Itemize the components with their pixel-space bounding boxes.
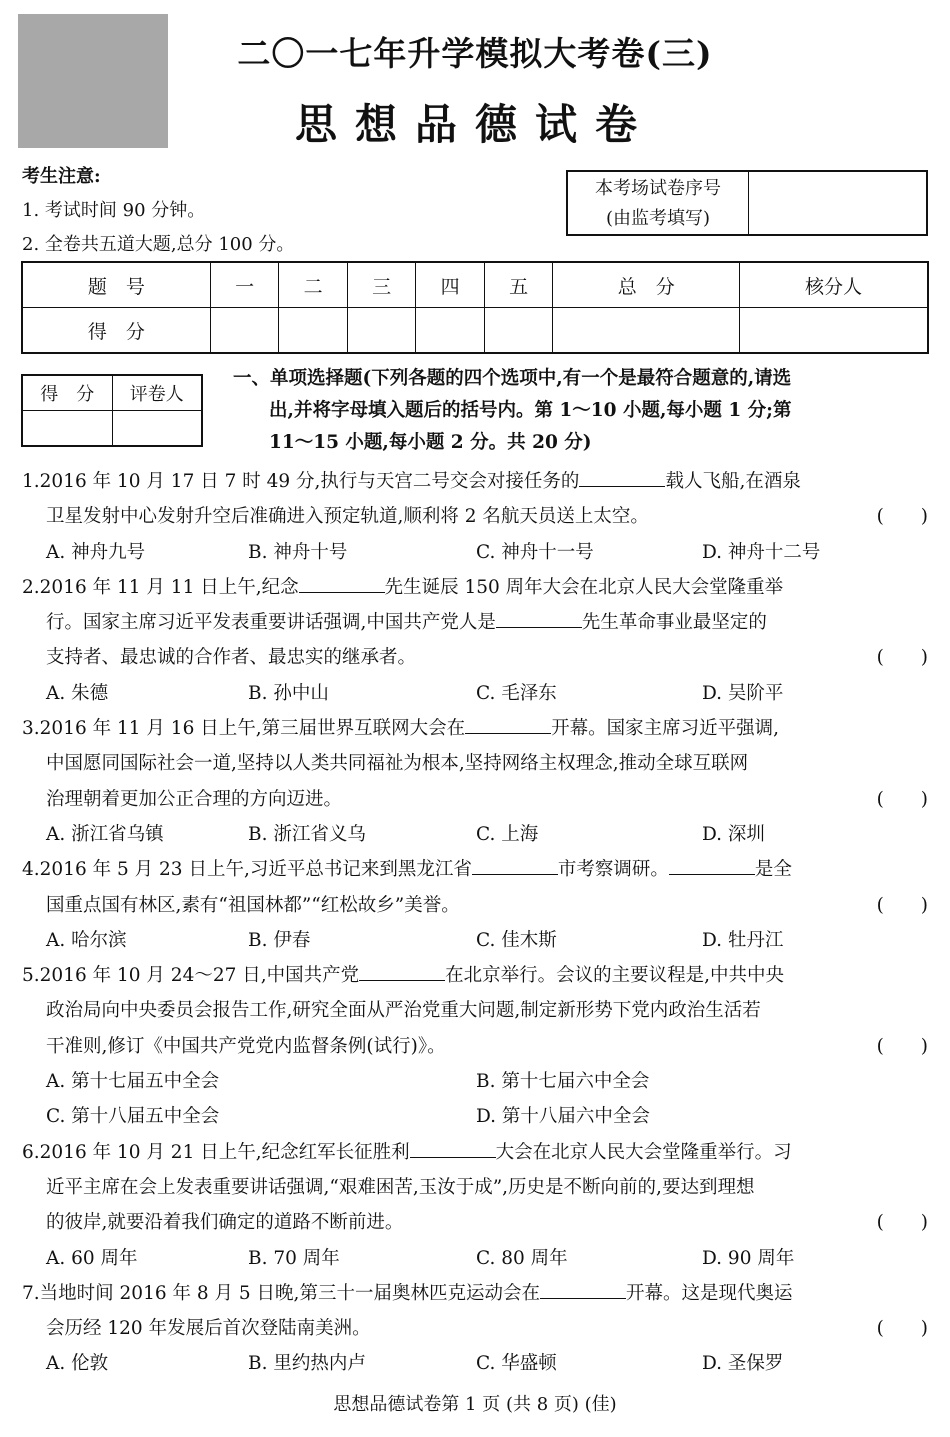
option: D. 吴阶平	[702, 682, 784, 704]
score-cell[interactable]	[210, 308, 279, 354]
option: C. 神舟十一号	[476, 541, 594, 563]
answer-paren[interactable]: ( )	[876, 647, 928, 669]
answer-paren[interactable]: ( )	[876, 1318, 928, 1340]
question-2-options	[22, 676, 928, 711]
notice-heading: 考生注意:	[22, 166, 101, 187]
option: A. 伦敦	[46, 1353, 109, 1375]
grader-table: 得 分 评卷人	[21, 374, 203, 447]
answer-paren[interactable]: ( )	[876, 788, 928, 810]
option: C. 毛泽东	[476, 682, 557, 704]
option: B. 70 周年	[248, 1247, 340, 1269]
subject-title: 思想品德试卷	[294, 100, 655, 149]
option: D. 第十八届六中全会	[476, 1106, 650, 1128]
option: C. 第十八届五中全会	[46, 1106, 220, 1128]
question-4-line: 4.2016 年 5 月 23 日上午,习近平总书记来到黑龙江省 市考察调研。 是全	[22, 852, 928, 887]
option: A. 神舟九号	[46, 541, 146, 563]
answer-paren[interactable]: ( )	[876, 1035, 928, 1057]
option: A. 60 周年	[46, 1247, 138, 1269]
grader-name-cell[interactable]	[112, 411, 202, 447]
option: C. 上海	[476, 823, 539, 845]
exam-title: 二〇一七年升学模拟大考卷(三)	[237, 34, 713, 73]
notice-item: 1. 考试时间 90 分钟。	[22, 200, 206, 221]
option: D. 90 周年	[702, 1247, 795, 1269]
option: B. 里约热内卢	[248, 1353, 366, 1375]
option: B. 伊春	[248, 929, 311, 951]
candidate-notice	[22, 160, 294, 262]
question-5-options-row2	[22, 1099, 928, 1134]
score-cell[interactable]	[484, 308, 553, 354]
option: A. 朱德	[46, 682, 109, 704]
option: C. 华盛顿	[476, 1353, 557, 1375]
score-cell[interactable]	[347, 308, 416, 354]
option: D. 神舟十二号	[702, 541, 821, 563]
notice-item: 2. 全卷共五道大题,总分 100 分。	[22, 234, 295, 255]
serial-number-box	[566, 170, 928, 236]
question-5-options-row1	[22, 1064, 928, 1099]
answer-blank	[299, 574, 385, 593]
option: A. 浙江省乌镇	[46, 823, 164, 845]
question-6-line: 6.2016 年 10 月 21 日上午,纪念红军长征胜利 大会在北京人民大会堂隆重举行。习	[22, 1135, 928, 1170]
score-cell[interactable]	[416, 308, 485, 354]
answer-blank	[540, 1280, 626, 1299]
score-cell[interactable]	[740, 308, 928, 354]
option: B. 第十七届六中全会	[476, 1071, 650, 1093]
answer-blank	[472, 856, 558, 875]
serial-value-cell[interactable]	[749, 172, 926, 234]
answer-blank	[465, 715, 551, 734]
question-6-options	[22, 1241, 928, 1276]
option: B. 孙中山	[248, 682, 329, 704]
score-header-row: 题 号 一 二 三 四 五 总 分 核分人	[22, 262, 928, 308]
question-2-line: 2.2016 年 11 月 11 日上午,纪念 先生诞辰 150 周年大会在北京人民大会堂隆重举	[22, 570, 928, 605]
answer-blank	[410, 1139, 496, 1158]
score-cell[interactable]	[553, 308, 740, 354]
answer-blank	[496, 609, 582, 628]
option: B. 神舟十号	[248, 541, 348, 563]
question-7-line: 7.当地时间 2016 年 8 月 5 日晚,第三十一届奥林匹克运动会在 开幕。这是现代奥运	[22, 1276, 928, 1311]
answer-paren[interactable]: ( )	[876, 894, 928, 916]
grader-score-cell[interactable]	[22, 411, 112, 447]
answer-blank	[359, 962, 445, 981]
page-footer: 思想品德试卷第 1 页 (共 8 页) (佳)	[333, 1394, 617, 1415]
option: D. 深圳	[702, 823, 765, 845]
answer-paren[interactable]: ( )	[876, 1212, 928, 1234]
option: C. 80 周年	[476, 1247, 568, 1269]
question-3-options	[22, 817, 928, 852]
option: B. 浙江省义乌	[248, 823, 366, 845]
option: C. 佳木斯	[476, 929, 557, 951]
option: A. 第十七届五中全会	[46, 1071, 220, 1093]
question-1-line: 1.2016 年 10 月 17 日 7 时 49 分,执行与天宫二号交会对接任务的 载人飞船,在酒泉	[22, 464, 928, 499]
serial-label: 本考场试卷序号 (由监考填写)	[568, 172, 749, 234]
score-value-row: 得 分	[22, 308, 928, 354]
question-4-options	[22, 923, 928, 958]
answer-blank	[669, 856, 755, 875]
score-table	[21, 261, 929, 354]
score-cell[interactable]	[279, 308, 348, 354]
question-3-line: 3.2016 年 11 月 16 日上午,第三届世界互联网大会在 开幕。国家主席习近平强调,	[22, 711, 928, 746]
answer-blank	[579, 468, 665, 487]
question-list: 1.2016 年 10 月 17 日 7 时 49 分,执行与天宫二号交会对接任务的 载人飞船,在酒泉 卫星发射中心发射升空后准确进入预定轨道,顺利将 2 名航天员送上太空。 ( ) A. 神舟九号 B. 神舟十号 C. 神舟十一号 D. 神舟十二号 2.2016 年 11 月 11 日上午,纪念 先生诞辰 150 周年大会在北京人民大会堂隆重举 行。国家主席习近平发表重要讲话强调,中国共产党人是 先生革命事业最坚定的 支持者、最忠诚的合作者、最忠实的继承者。 ( ) A. 朱德 B. 孙中山 C. 毛泽东 D. 吴阶平 3.2016 年 11 月 16 日上午,第三届世界互联网大会在 开幕。国家主席习近平强调, 中国愿同国际社会一道,坚持以人类共同福祉为根本,坚持网络主权理念,推动全球互联网 治理朝着更加公正合理的方向迈进。 ( ) A. 浙江省乌镇 B. 浙江省义乌 C. 上海 D. 深圳 4.2016 年 5 月 23 日上午,习近平总书记来到黑龙江省 市考察调研。 是全 国重点国有林区,素有“祖国林都”“红松故乡”美誉。 ( ) A. 哈尔滨 B. 伊春 C. 佳木斯 D. 牡丹江 5.2016 年 10 月 24～27 日,中国共产党 在北京举行。会议的主要议程是,中共中央 政治局向中央委员会报告工作,研究全面从严治党重大问题,制定新形势下党内政治生活若 干准则,修订《中国共产党党内监督条例(试行)》。 ( ) A. 第十七届五中全会 B. 第十七届六中全会 C. 第十八届五中全会 D. 第十八届六中全会 6.2016 年 10 月 21 日上午,纪念红军长征胜利 大会在北京人民大会堂隆重举行。习 近平主席在会上发表重要讲话强调,“艰难困苦,玉汝于成”,历史是不断向前的,要达到理想 的彼岸,就要沿着我们确定的道路不断前进。 ( ) A. 60 周年 B. 70 周年 C. 80 周年 D. 90 周年 7.当地时间 2016 年 8 月 5 日晚,第三十一届奥林匹克运动会在 开幕。这是现代奥运 会历经 120 年发展后首次登陆南美洲。 ( ) A. 伦敦 B. 里约热内卢 C. 华盛顿 D. 圣保罗	[22, 464, 928, 1382]
question-5-line: 5.2016 年 10 月 24～27 日,中国共产党 在北京举行。会议的主要议程是,中共中央	[22, 958, 928, 993]
option: D. 牡丹江	[702, 929, 784, 951]
question-7-options	[22, 1346, 928, 1381]
answer-paren[interactable]: ( )	[876, 506, 928, 528]
section-1-instructions: 一、单项选择题(下列各题的四个选项中,有一个是最符合题意的,请选 出,并将字母填入题后的括号内。第 1～10 小题,每小题 1 分;第 11～15 小题,每小题 2 分。共 20 分)	[233, 368, 792, 453]
question-1-options	[22, 535, 928, 570]
option: A. 哈尔滨	[46, 929, 127, 951]
option: D. 圣保罗	[702, 1353, 784, 1375]
